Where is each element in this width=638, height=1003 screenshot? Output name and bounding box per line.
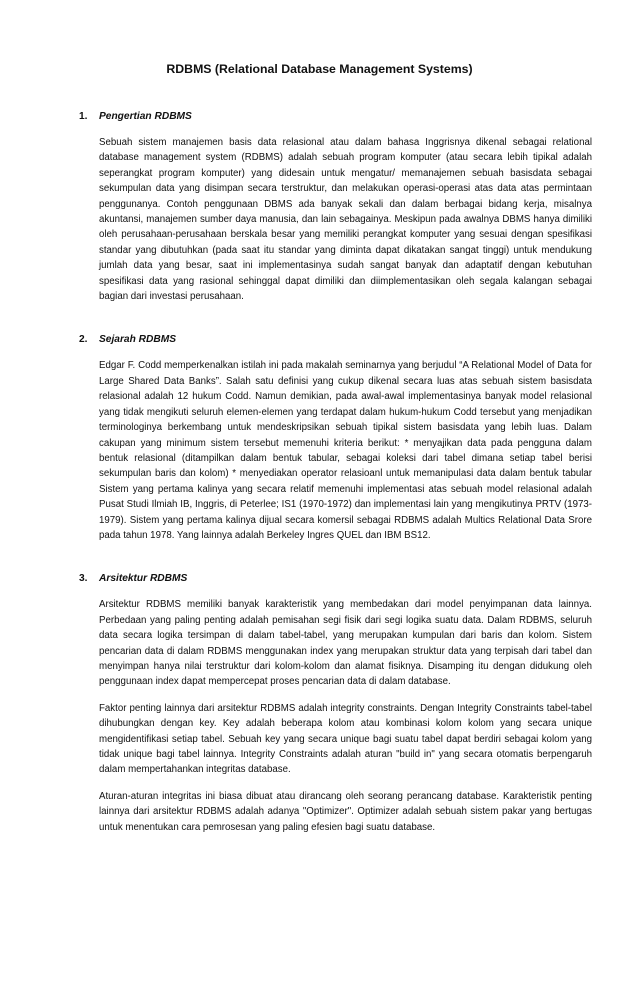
section-heading bbox=[79, 111, 592, 122]
document-title: RDBMS (Relational Database Management Systems) bbox=[166, 62, 473, 76]
section-pengertian bbox=[79, 111, 592, 304]
paragraph: Faktor penting lainnya dari arsitektur RDBMS adalah integrity constraints. Dengan Integrity Constraints tabel-tabel dihubungkan dengan key. Key adalah beberapa kolom atau kombinasi kolom kolom yang secara unique mengidentifikasi setiap tabel. Sebuah key yang secara unique bagi suatu tabel dapat berdiri sebagai kolom yang tidak unique bagi tabel lainnya. Integrity Constraints adalah aturan "build in" yang secara otomatis berpengaruh dalam mempertahankan integritas database. bbox=[99, 702, 592, 776]
section-heading bbox=[79, 573, 592, 584]
section-number: 3. bbox=[79, 573, 88, 585]
section-number: 2. bbox=[79, 334, 88, 346]
section-title: Sejarah RDBMS bbox=[99, 334, 176, 346]
section-arsitektur bbox=[79, 573, 592, 835]
section-number: 1. bbox=[79, 111, 88, 122]
section-title: Arsitektur RDBMS bbox=[99, 573, 188, 585]
paragraph: Aturan-aturan integritas ini biasa dibuat atau dirancang oleh seorang perancang database. Karakteristik penting lainnya dari arsitektur RDBMS adalah adanya "Optimizer". Optimizer adalah sebuah sistem pakar yang bertugas untuk menentukan cara pemrosesan yang paling efesien bagi suatu database. bbox=[99, 790, 592, 833]
section-sejarah bbox=[79, 334, 592, 543]
paragraph: Edgar F. Codd memperkenalkan istilah ini pada makalah seminarnya yang berjudul “A Relational Model of Data for Large Shared Data Banks”. Salah satu definisi yang cukup dikenal secara luas atas sebuah sistem basisdata relasional adalah 12 hukum Codd. Namun demikian, pada awal-awal implementasinya banyak model relasional yang tidak mengikuti seluruh elemen-elemen yang terdapat dalam hukum-hukum Codd tersebut yang menjadikan terminologinya berkembang untuk mendeskripsikan sebuah tipikal sistem basisdata yang lebih luas. Dalam cakupan yang minimum sistem tersebut memenuhi kriteria berikut: * menyajikan data pada pengguna dalam bentuk relasional (ditampilkan dalam bentuk tabular, sebagai koleksi dari tabel dimana setiap tabel berisi sekumpulan baris dan kolom) * menyediakan operator relasioanl untuk memanipulasi data dalam bentuk tabular Sistem yang pertama kalinya yang secara relatif memenuhi implementasi atas sebuah model relasional adalah Pusat Studi Ilmiah IB, Inggris, di Peterlee; IS1 (1970-1972) dan implementasi lain yang mengikutinya PRTV (1973-1979). Sistem yang pertama kalinya dijual secara komersil sebagai RDBMS adalah Multics Relational Data Srore pada tahun 1978. Yang lainnya adalah Berkeley Ingres QUEL dan IBM BS12. bbox=[99, 360, 592, 541]
paragraph: Arsitektur RDBMS memiliki banyak karakteristik yang membedakan dari model penyimpanan data lainnya. Perbedaan yang paling penting adalah pemisahan segi fisik dari segi logika suatu data. Dalam RDBMS, seluruh data secara logika tersimpan di dalam tabel-tabel, yang merupakan kumpulan dari baris dan kolom. Sistem pencarian data di dalam RDBMS menggunakan index yang merupakan struktur data yang terpisah dari tabel dan menyimpan hanya nilai terstruktur dari kolom-kolom dan alamat fisiknya. Disamping itu dengan didukung oleh penggunaan index dapat mempercepat proses pencarian data di dalam database. bbox=[99, 599, 592, 688]
section-title: Pengertian RDBMS bbox=[99, 111, 192, 122]
paragraph: Sebuah sistem manajemen basis data relasional atau dalam bahasa Inggrisnya dikenal sebagai relational database management system (RDBMS) adalah sebuah program komputer (atau secara lebih tipikal adalah seperangkat program komputer) yang didesain untuk mengatur/ memanajemen sebuah basisdata sebagai sekumpulan data yang disimpan secara terstruktur, dan melakukan operasi-operasi atas data atas permintaan penggunanya. Contoh penggunaan DBMS ada banyak sekali dan dalam berbagai bidang kerja, misalnya akuntansi, manajemen sumber daya manusia, dan lain sebagainya. Meskipun pada awalnya DBMS hanya dimiliki oleh perusahaan-perusahaan berskala besar yang memiliki perangkat komputer yang sesuai dengan spesifikasi standar yang dibutuhkan (pada saat itu standar yang diminta dapat dikatakan sangat tinggi) untuk mendukung jumlah data yang besar, saat ini implementasinya sudah sangat banyak dan adaptatif dengan kebutuhan spesifikasi data yang rasional sehinggal dapat dimiliki dan diimplementasikan oleh segala kalangan sebagai bagian dari investasi perusahaan. bbox=[99, 137, 592, 303]
section-heading bbox=[79, 334, 592, 345]
